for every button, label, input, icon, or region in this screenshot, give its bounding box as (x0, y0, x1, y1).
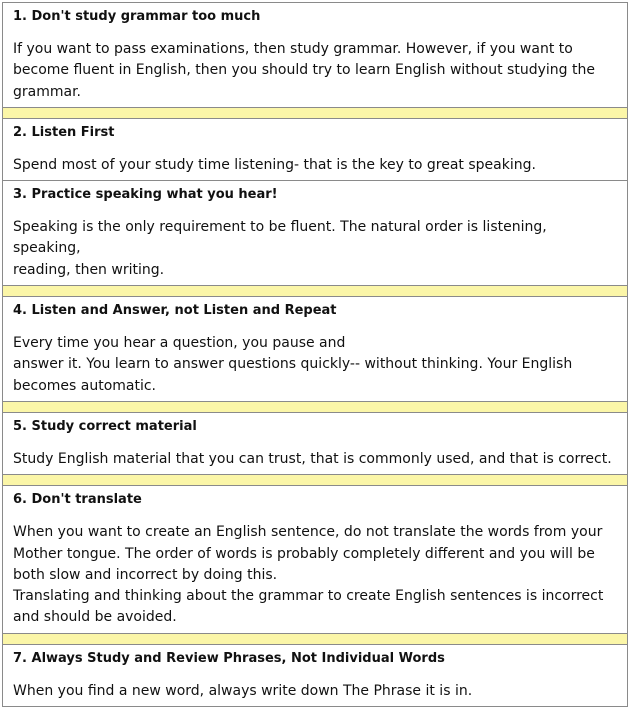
separator-row (3, 634, 627, 645)
tip-text-line: Translating and thinking about the grammar to create English sentences is incorrect (13, 588, 604, 605)
tip-text-line: and should be avoided. (13, 609, 177, 626)
tip-text-line: grammar. (13, 83, 81, 100)
separator-row (3, 286, 627, 297)
tip-title: 3. Practice speaking what you hear! (13, 187, 278, 203)
tip-4 (3, 297, 627, 402)
tip-body (13, 449, 617, 470)
tip-6 (3, 486, 627, 633)
tip-title: 2. Listen First (13, 124, 115, 140)
tip-body (13, 217, 617, 281)
tip-text-line: answer it. You learn to answer questions quickly-- without thinking. Your English (13, 356, 573, 373)
tip-text-line: Mother tongue. The order of words is probably completely different and you will be (13, 545, 595, 562)
tip-title: 5. Study correct material (13, 418, 197, 434)
tip-body (13, 155, 617, 176)
tip-text-line: Spend most of your study time listening- that is the key to great speaking. (13, 156, 536, 173)
tip-title: 6. Don't translate (13, 492, 142, 508)
tip-body (13, 522, 617, 628)
tip-title: 4. Listen and Answer, not Listen and Repeat (13, 303, 337, 319)
tip-text-line: become fluent in English, then you should try to learn English without studying the (13, 62, 595, 79)
tip-1 (3, 3, 627, 108)
tips-table (2, 2, 628, 707)
tip-text-line: When you find a new word, always write down The Phrase it is in. (13, 682, 473, 699)
tip-body (13, 333, 617, 397)
tip-text-line: If you want to pass examinations, then study grammar. However, if you want to (13, 41, 573, 57)
tip-body (13, 681, 617, 702)
tip-5 (3, 413, 627, 475)
tip-7 (3, 645, 627, 707)
tip-title: 7. Always Study and Review Phrases, Not Individual Words (13, 650, 445, 666)
tip-2 (3, 119, 627, 181)
tip-text-line: both slow and incorrect by doing this. (13, 566, 278, 583)
tip-body (13, 39, 617, 103)
separator-row (3, 108, 627, 119)
tip-text-line: becomes automatic. (13, 377, 157, 394)
separator-row (3, 475, 627, 486)
tip-text-line: Study English material that you can trust, that is commonly used, and that is correct. (13, 450, 612, 467)
tip-text-line: Speaking is the only requirement to be fluent. The natural order is listening, speaking, (13, 219, 547, 257)
tip-text-line: When you want to create an English sentence, do not translate the words from your (13, 524, 603, 541)
separator-row (3, 402, 627, 413)
tip-text-line: reading, then writing. (13, 261, 165, 278)
tip-3 (3, 181, 627, 286)
tip-text-line: Every time you hear a question, you pause and (13, 335, 346, 352)
tip-title: 1. Don't study grammar too much (13, 9, 261, 24)
